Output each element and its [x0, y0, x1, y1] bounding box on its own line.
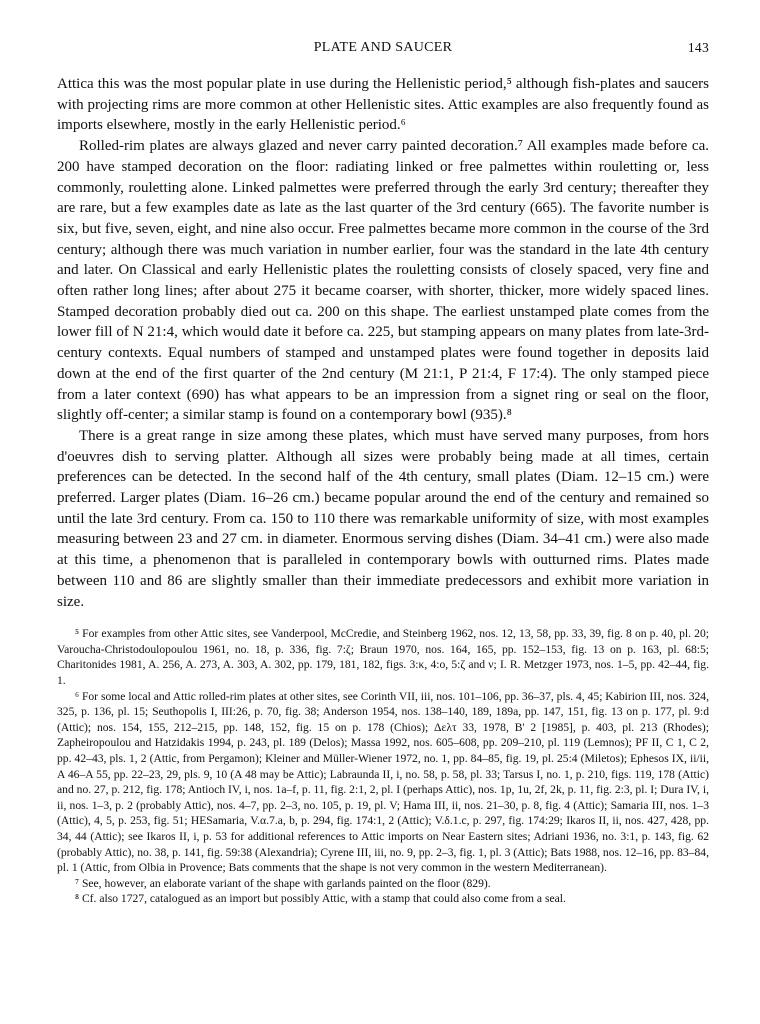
paragraph: Rolled-rim plates are always glazed and never carry painted decoration.⁷ All examples made before ca. 200 have stamped decoration on the floor: radiating linked or free palmettes within rouletting or, less commonly, rouletting alone. Linked palmettes were preferred through the early 3rd century; thereafter they are rare, but a few examples date as late as the last quarter of the 3rd century (665). The favorite number is six, but five, seven, eight, and nine also occur. Free palmettes became more common in the course of the 3rd century; although there was much variation in number earlier, four was the standard in the late 4th century and later. On Classical and early Hellenistic plates the rouletting consists of closely spaced, very fine and often rather long lines; after about 275 it became coarser, with shorter, thicker, more widely spaced lines. Stamped decoration probably died out ca. 200 on this shape. The earliest unstamped plate comes from the lower fill of N 21:4, which would date it before ca. 225, but stamping appears on many plates from late-3rd-century contexts. Equal numbers of stamped and unstamped plates were found together in deposits laid down at the end of the first quarter of the 2nd century (M 21:1, P 21:4, F 17:4). The only stamped piece from a later context (690) has what appears to be an impression from a signet ring or seal on the floor, slightly off-center; a similar stamp is found on a contemporary bowl (935).⁸ [57, 138, 709, 424]
footnote-8: ⁸ Cf. also 1727, catalogued as an import but possibly Attic, with a stamp that could also come from a seal. [75, 892, 566, 906]
paragraph: There is a great range in size among these plates, which must have served many purposes, from hors d'oeuvres dish to serving platter. Although all sizes were probably being made at all times, certain preferences can be detected. In the second half of the 4th century, small plates (Diam. 12–15 cm.) were preferred. Larger plates (Diam. 16–26 cm.) became popular around the end of the century and remained so until the late 3rd century. From ca. 150 to 110 there was remarkable uniformity of size, with most examples measuring between 23 and 27 cm. in diameter. Enormous serving dishes (Diam. 34–41 cm.) were also made at this time, a phenomenon that is paralleled in contemporary bowls with outturned rims. Plates made between 110 and 86 are slightly smaller than their immediate predecessors and exhibit more variation in size. [57, 427, 709, 610]
page-number: 143 [687, 40, 709, 55]
page [57, 40, 709, 907]
paragraph: Attica this was the most popular plate in use during the Hellenistic period,⁵ although fish-plates and saucers with projecting rims are more common at other Hellenistic sites. Attic examples are also frequently found as imports elsewhere, mostly in the early Hellenistic period.⁶ [57, 76, 709, 134]
running-head [57, 40, 709, 60]
footnote-7: ⁷ See, however, an elaborate variant of the shape with garlands painted on the floor (829). [75, 876, 491, 890]
footnote-5: ⁵ For examples from other Attic sites, see Vanderpool, McCredie, and Steinberg 1962, nos. 12, 13, 58, pp. 33, 39, fig. 8 on p. 40, pl. 20; Varoucha-Christodoulopoulou 1961, no. 18, p. 336, fig. 7:ζ; Braun 1970, nos. 164, 165, pp. 152–153, fig. 13 on p. 163, pl. 68:5; Charitonides 1981, A. 256, A. 273, A. 303, A. 302, pp. 179, 181, 182, figs. 3:κ, 4:ο, 5:ζ and ν; I. R. Metzger 1973, nos. 1–5, pp. 42–44, fig. 1. [57, 627, 709, 688]
body-text [57, 74, 709, 612]
footnote-6: ⁶ For some local and Attic rolled-rim plates at other sites, see Corinth VII, iii, nos. 101–106, pp. 36–37, pls. 4, 45; Kabirion III, nos. 324, 325, p. 136, pl. 15; Seuthopolis I, III:26, p. 70, fig. 38; Anderson 1954, nos. 138–140, 189, 189a, pp. 147, 151, fig. 13 on p. 177, pl. 9:d (Attic); nos. 154, 155, 212–215, pp. 148, 152, fig. 15 on p. 178 (Chios); Δελτ 33, 1978, B' 2 [1985], p. 403, pl. 213 (Rhodes); Zapheiropoulou and Hatzidakis 1994, p. 243, pl. 189 (Delos); Massa 1992, nos. 605–608, pp. 209–210, pl. 119 (Lemnos); PF II, C 1, C 2, pp. 42–43, pls. 1, 2 (Attic, from Pergamon); Kleiner and Müller-Wiener 1972, no. 1, pp. 84–85, fig. 19, pl. 25:4 (Miletos); Ephesos IX, ii/ii, A 46–A 55, pp. 22–23, 29, pls. 9, 10 (A 48 may be Attic); Labraunda II, i, no. 58, p. 58, pl. 33; Tarsus I, no. 1, p. 210, figs. 119, 178 (Attic) and no. 27, p. 212, fig. 178; Antioch IV, i, nos. 1a–f, p. 11, fig. 2:1, 2, pl. I (perhaps Attic), nos. 1p, 1u, 2f, 2k, p. 11, fig. 2:3, pl. I; Dura IV, i, ii, nos. 1–3, p. 2 (probably Attic), nos. 4–7, pp. 2–3, no. 105, p. 19, pl. V; Hama III, ii, nos. 21–30, p. 8, fig. 4 (Attic); Samaria III, nos. 1–3 (Attic), 4, 5, p. 253, fig. 51; HESamaria, V.α.7.a, b, p. 294, fig. 174:1, 2 (Attic); V.δ.1.c, p. 297, fig. 174:29; Ikaros II, ii, nos. 427, 428, pp. 34, 44 (Attic); see Ikaros II, i, p. 53 for additional references to Attic imports on Near Eastern sites; Adriani 1936, no. 3:1, p. 143, fig. 62 (probably Attic), no. 38, p. 141, fig. 59:38 (Alexandria); Cyrene III, iii, no. 9, pp. 2–3, fig. 1, pl. 3 (Attic); Bats 1988, nos. 12–16, pp. 83–84, pl. 1 (Attic, from Olbia in Provence; Bats comments that the shape is not very common in the western Mediterranean). [57, 689, 709, 875]
running-title: PLATE AND SAUCER [313, 40, 453, 55]
footnotes [57, 626, 709, 907]
